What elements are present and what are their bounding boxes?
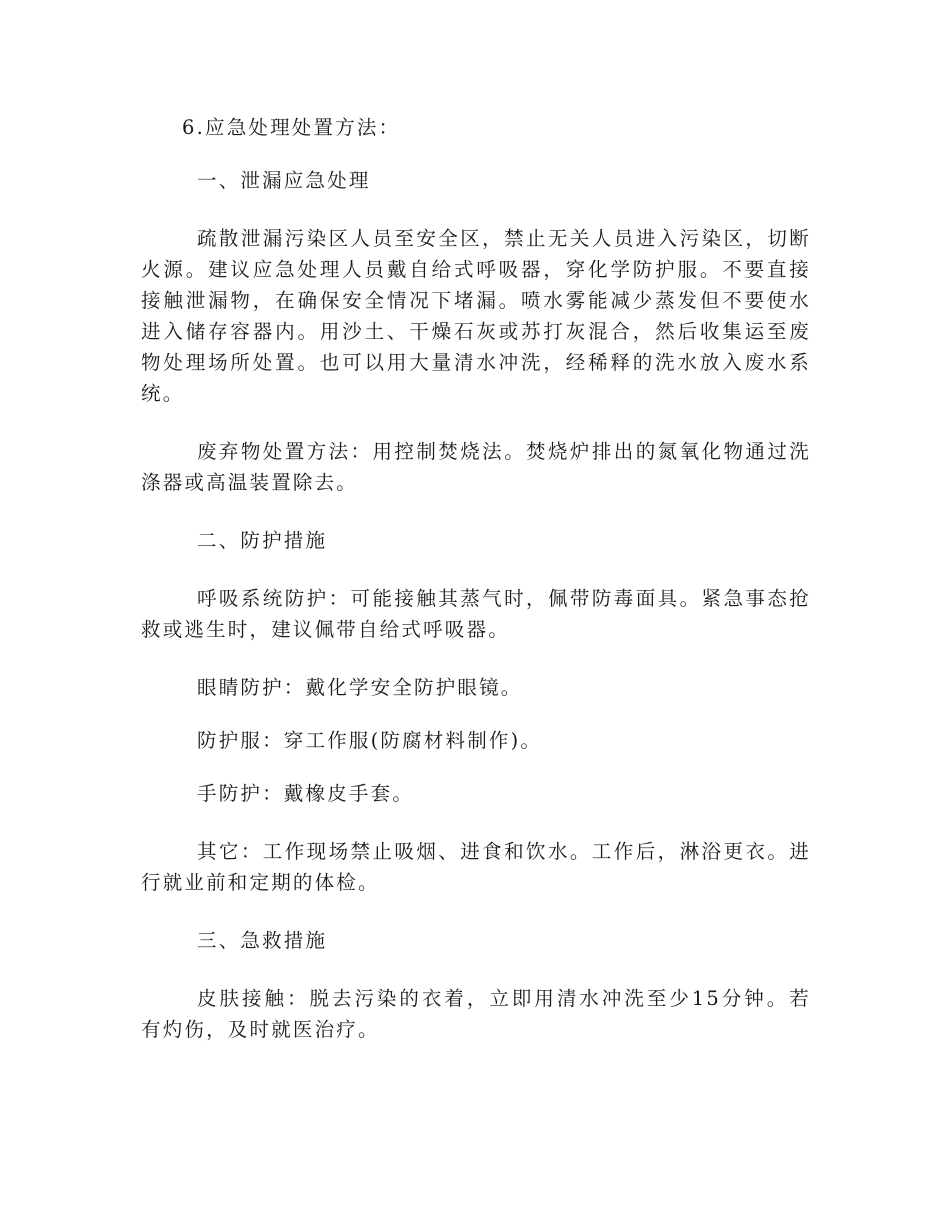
subheading-first-aid: 三、急救措施 [197, 929, 328, 952]
paragraph-eye-protection: 眼睛防护：戴化学安全防护眼镜。 [197, 676, 523, 699]
paragraph-protective-clothing: 防护服：穿工作服(防腐材料制作)。 [197, 729, 543, 752]
section-heading-emergency-handling: 6.应急处理处置方法： [182, 116, 401, 139]
paragraph-waste-disposal: 废弃物处置方法：用控制焚烧法。焚烧炉排出的氮氧化物通过洗涤器或高温装置除去。 [141, 440, 811, 494]
paragraph-skin-contact: 皮肤接触：脱去污染的衣着，立即用清水冲洗至少15分钟。若有灼伤，及时就医治疗。 [141, 987, 811, 1041]
subheading-leak-response: 一、泄漏应急处理 [197, 169, 371, 192]
paragraph-respiratory-protection: 呼吸系统防护：可能接触其蒸气时，佩带防毒面具。紧急事态抢救或逃生时，建议佩带自给式呼吸器。 [141, 587, 811, 641]
subheading-protection-measures: 二、防护措施 [197, 529, 328, 552]
document-body [141, 112, 811, 1045]
paragraph-hand-protection: 手防护：戴橡皮手套。 [197, 782, 415, 805]
paragraph-other-measures: 其它：工作现场禁止吸烟、进食和饮水。工作后，淋浴更衣。进行就业前和定期的体检。 [141, 840, 811, 894]
paragraph-leak-procedure: 疏散泄漏污染区人员至安全区，禁止无关人员进入污染区，切断火源。建议应急处理人员戴自给式呼吸器，穿化学防护服。不要直接接触泄漏物，在确保安全情况下堵漏。喷水雾能减少蒸发但不要使水进入储存容器内。用沙土、干燥石灰或苏打灰混合，然后收集运至废物处理场所处置。也可以用大量清水冲洗，经稀释的洗水放入废水系统。 [141, 227, 811, 405]
